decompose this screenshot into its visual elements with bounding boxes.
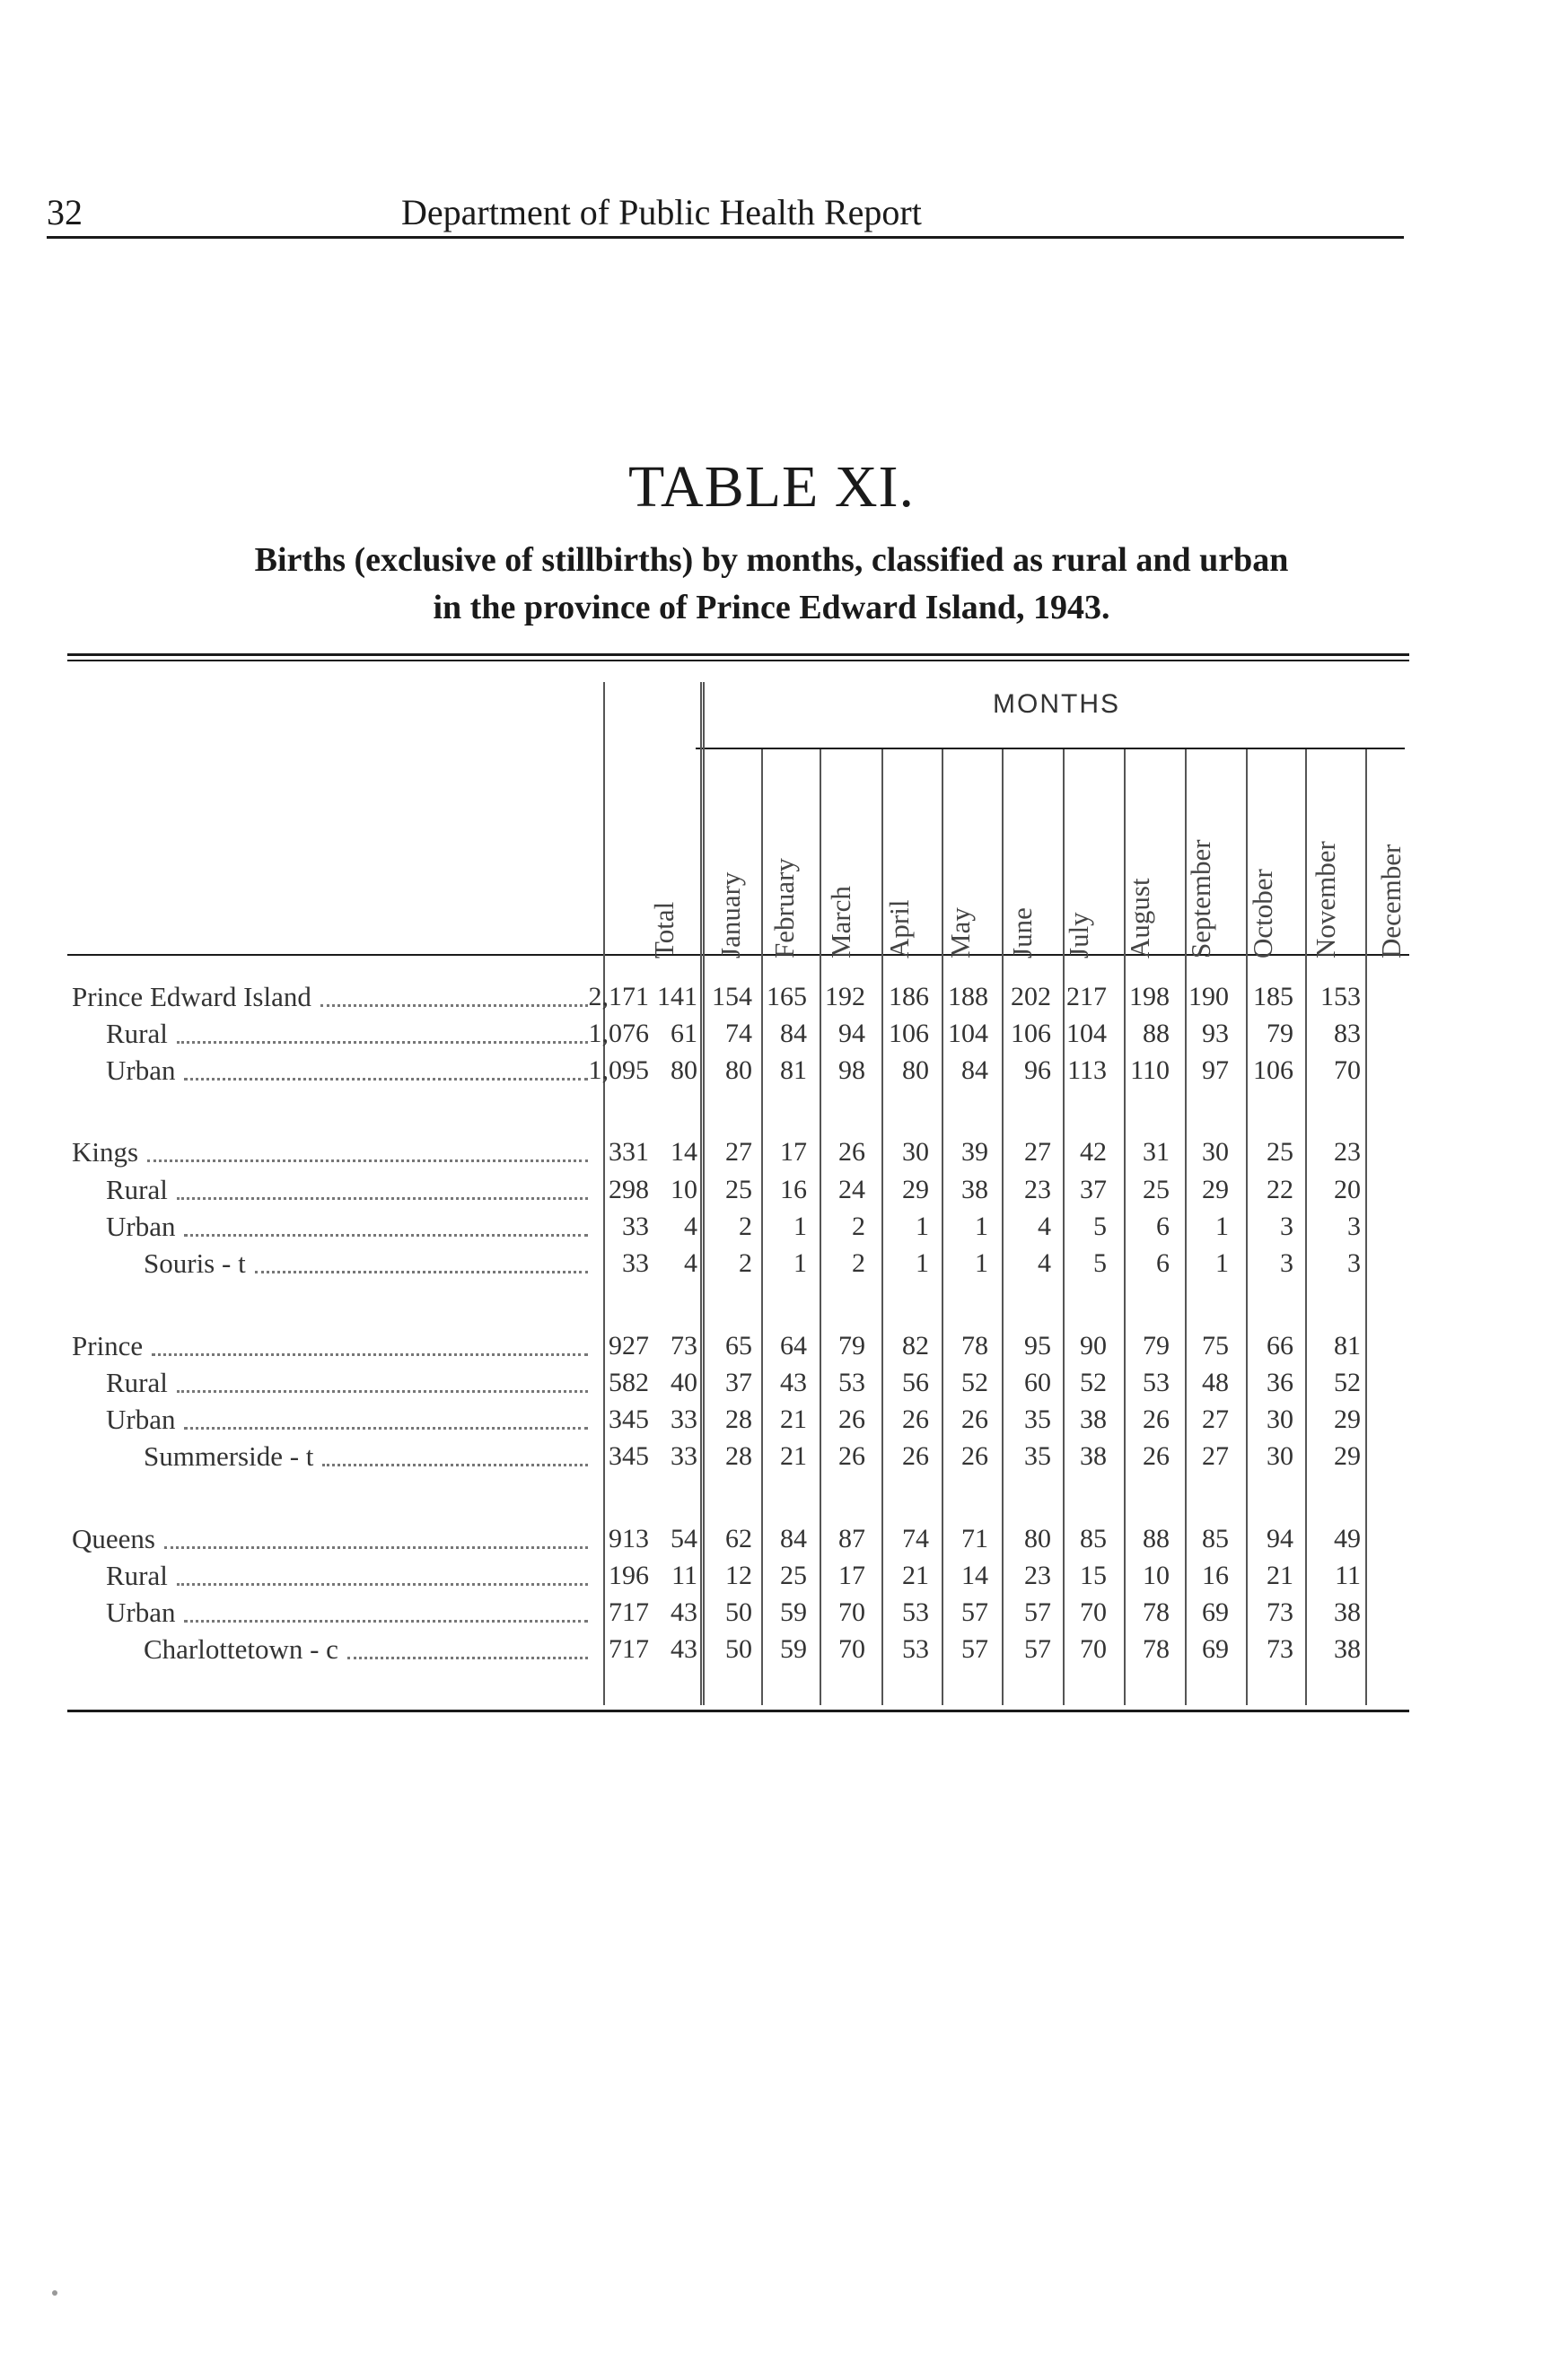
cell-month: 35 (1024, 1404, 1051, 1434)
cell-month: 20 (1334, 1175, 1361, 1204)
cell-month: 104 (948, 1019, 988, 1048)
column-header-label: February (768, 858, 800, 958)
cell-month: 84 (961, 1055, 988, 1085)
row-label: Souris - t (144, 1247, 246, 1279)
cell-month: 14 (671, 1137, 697, 1167)
row-label: Prince (72, 1330, 144, 1361)
cell-month: 186 (889, 982, 929, 1011)
column-header-label: April (883, 899, 915, 958)
row-label: Urban (106, 1597, 176, 1628)
cell-month: 53 (902, 1634, 929, 1664)
cell-month: 185 (1253, 982, 1293, 1011)
cell-month: 83 (1334, 1019, 1361, 1048)
cell-month: 1 (975, 1248, 988, 1278)
column-header-label: May (944, 907, 976, 958)
cell-month: 80 (1024, 1524, 1051, 1553)
column-header-label: August (1124, 878, 1155, 958)
cell-month: 30 (1267, 1441, 1293, 1471)
cell-month: 73 (1267, 1634, 1293, 1664)
cell-month: 4 (1038, 1212, 1051, 1241)
dot-leader (184, 1078, 588, 1081)
cell-total: 2,171 (588, 982, 649, 1011)
column-divider (603, 682, 605, 1705)
cell-month: 88 (1143, 1524, 1170, 1553)
cell-month: 61 (671, 1019, 697, 1048)
cell-month: 39 (961, 1137, 988, 1167)
column-divider (942, 749, 943, 1705)
cell-total: 582 (609, 1368, 649, 1397)
cell-month: 52 (1080, 1368, 1107, 1397)
cell-month: 21 (1267, 1561, 1293, 1590)
cell-month: 1 (793, 1212, 807, 1241)
cell-month: 84 (780, 1524, 807, 1553)
cell-month: 57 (961, 1634, 988, 1664)
cell-month: 17 (838, 1561, 865, 1590)
page-header (47, 191, 1404, 236)
dot-leader (347, 1657, 588, 1659)
cell-month: 85 (1202, 1524, 1229, 1553)
cell-month: 78 (961, 1331, 988, 1361)
cell-month: 23 (1334, 1137, 1361, 1167)
cell-month: 93 (1202, 1019, 1229, 1048)
row-label: Urban (106, 1211, 176, 1242)
cell-total: 331 (609, 1137, 649, 1167)
cell-month: 81 (1334, 1331, 1361, 1361)
cell-month: 4 (684, 1212, 697, 1241)
cell-month: 26 (961, 1404, 988, 1434)
cell-month: 85 (1080, 1524, 1107, 1553)
cell-month: 50 (725, 1634, 752, 1664)
cell-month: 79 (1267, 1019, 1293, 1048)
cell-month: 30 (1267, 1404, 1293, 1434)
cell-month: 165 (767, 982, 807, 1011)
cell-total: 196 (609, 1561, 649, 1590)
cell-month: 25 (780, 1561, 807, 1590)
dot-leader (177, 1583, 588, 1586)
cell-month: 97 (1202, 1055, 1229, 1085)
cell-month: 53 (838, 1368, 865, 1397)
cell-month: 217 (1066, 982, 1107, 1011)
cell-month: 16 (780, 1175, 807, 1204)
cell-month: 3 (1280, 1212, 1293, 1241)
cell-total: 1,076 (588, 1019, 649, 1048)
row-label: Urban (106, 1054, 176, 1086)
cell-month: 26 (902, 1404, 929, 1434)
table-top-rule-2 (67, 660, 1409, 661)
cell-month: 79 (1143, 1331, 1170, 1361)
cell-month: 1 (916, 1248, 929, 1278)
cell-month: 65 (725, 1331, 752, 1361)
cell-month: 11 (671, 1561, 697, 1590)
column-divider (881, 749, 883, 1705)
cell-month: 59 (780, 1634, 807, 1664)
cell-month: 62 (725, 1524, 752, 1553)
stray-mark (52, 2290, 57, 2296)
dot-leader (184, 1427, 588, 1430)
column-header-label: September (1185, 839, 1216, 958)
months-header: MONTHS (993, 689, 1120, 719)
table-bottom-rule (67, 1710, 1409, 1712)
cell-month: 35 (1024, 1441, 1051, 1471)
column-divider (1365, 749, 1367, 1705)
cell-month: 31 (1143, 1137, 1170, 1167)
cell-month: 10 (671, 1175, 697, 1204)
cell-month: 153 (1320, 982, 1361, 1011)
cell-month: 3 (1347, 1212, 1361, 1241)
column-divider (761, 749, 763, 1705)
cell-month: 70 (838, 1597, 865, 1627)
cell-month: 6 (1156, 1248, 1170, 1278)
row-label: Prince Edward Island (72, 981, 311, 1012)
column-header-label: March (825, 886, 856, 958)
cell-month: 2 (852, 1212, 865, 1241)
cell-month: 38 (1080, 1404, 1107, 1434)
cell-month: 59 (780, 1597, 807, 1627)
column-divider (1063, 749, 1065, 1705)
cell-month: 28 (725, 1441, 752, 1471)
cell-month: 38 (1334, 1634, 1361, 1664)
cell-month: 78 (1143, 1634, 1170, 1664)
table-top-rule (67, 653, 1409, 656)
cell-month: 43 (671, 1597, 697, 1627)
dot-leader (177, 1041, 588, 1044)
cell-total: 717 (609, 1597, 649, 1627)
cell-month: 80 (671, 1055, 697, 1085)
column-header-label: June (1006, 907, 1038, 958)
cell-month: 14 (961, 1561, 988, 1590)
column-divider (1305, 749, 1307, 1705)
cell-month: 33 (671, 1404, 697, 1434)
column-header-label: December (1375, 844, 1407, 958)
cell-month: 2 (852, 1248, 865, 1278)
table-caption-line-2: in the province of Prince Edward Island, 1943. (433, 589, 1110, 626)
cell-month: 29 (1334, 1404, 1361, 1434)
column-header-label: October (1247, 869, 1278, 958)
cell-month: 23 (1024, 1561, 1051, 1590)
cell-month: 71 (961, 1524, 988, 1553)
cell-month: 36 (1267, 1368, 1293, 1397)
cell-month: 5 (1093, 1212, 1107, 1241)
cell-month: 57 (961, 1597, 988, 1627)
cell-total: 717 (609, 1634, 649, 1664)
column-divider (703, 682, 705, 1705)
dot-leader (322, 1464, 588, 1466)
column-divider (700, 682, 702, 1705)
cell-month: 4 (684, 1248, 697, 1278)
cell-month: 57 (1024, 1634, 1051, 1664)
cell-month: 110 (1130, 1055, 1170, 1085)
cell-month: 5 (1093, 1248, 1107, 1278)
cell-month: 1 (1215, 1248, 1229, 1278)
cell-month: 30 (1202, 1137, 1229, 1167)
dot-leader (177, 1390, 588, 1393)
cell-month: 23 (1024, 1175, 1051, 1204)
cell-month: 17 (780, 1137, 807, 1167)
cell-month: 43 (780, 1368, 807, 1397)
cell-month: 79 (838, 1331, 865, 1361)
cell-month: 198 (1129, 982, 1170, 1011)
cell-month: 25 (1267, 1137, 1293, 1167)
row-label: Rural (106, 1018, 168, 1049)
cell-month: 24 (838, 1175, 865, 1204)
cell-month: 113 (1067, 1055, 1107, 1085)
cell-month: 30 (902, 1137, 929, 1167)
cell-month: 106 (1253, 1055, 1293, 1085)
cell-month: 53 (1143, 1368, 1170, 1397)
cell-month: 6 (1156, 1212, 1170, 1241)
cell-month: 94 (838, 1019, 865, 1048)
months-underline (696, 748, 1405, 749)
cell-month: 52 (961, 1368, 988, 1397)
cell-month: 43 (671, 1634, 697, 1664)
column-divider (1002, 749, 1004, 1705)
cell-month: 90 (1080, 1331, 1107, 1361)
cell-month: 33 (671, 1441, 697, 1471)
cell-month: 202 (1011, 982, 1051, 1011)
cell-total: 927 (609, 1331, 649, 1361)
cell-month: 1 (975, 1212, 988, 1241)
cell-month: 21 (780, 1404, 807, 1434)
cell-month: 27 (1024, 1137, 1051, 1167)
cell-month: 52 (1334, 1368, 1361, 1397)
cell-month: 22 (1267, 1175, 1293, 1204)
dot-leader (152, 1353, 588, 1356)
cell-month: 1 (1215, 1212, 1229, 1241)
cell-month: 26 (1143, 1441, 1170, 1471)
cell-total: 913 (609, 1524, 649, 1553)
cell-month: 54 (671, 1524, 697, 1553)
cell-month: 27 (1202, 1441, 1229, 1471)
cell-month: 60 (1024, 1368, 1051, 1397)
cell-month: 29 (902, 1175, 929, 1204)
cell-month: 26 (838, 1441, 865, 1471)
cell-total: 33 (622, 1212, 649, 1241)
cell-month: 84 (780, 1019, 807, 1048)
cell-total: 33 (622, 1248, 649, 1278)
cell-month: 28 (725, 1404, 752, 1434)
row-label: Rural (106, 1560, 168, 1591)
dot-leader (320, 1004, 588, 1007)
cell-month: 15 (1080, 1561, 1107, 1590)
cell-month: 2 (739, 1212, 752, 1241)
cell-month: 96 (1024, 1055, 1051, 1085)
column-divider (820, 749, 821, 1705)
cell-total: 345 (609, 1404, 649, 1434)
dot-leader (184, 1620, 588, 1623)
cell-month: 27 (725, 1137, 752, 1167)
cell-month: 38 (961, 1175, 988, 1204)
cell-month: 80 (725, 1055, 752, 1085)
column-header-label: November (1310, 841, 1341, 958)
row-label: Summerside - t (144, 1440, 314, 1472)
cell-month: 87 (838, 1524, 865, 1553)
running-title: Department of Public Health Report (401, 192, 922, 232)
cell-month: 16 (1202, 1561, 1229, 1590)
cell-month: 88 (1143, 1019, 1170, 1048)
cell-month: 26 (961, 1441, 988, 1471)
row-label: Rural (106, 1367, 168, 1398)
cell-month: 104 (1066, 1019, 1107, 1048)
cell-month: 106 (889, 1019, 929, 1048)
cell-month: 75 (1202, 1331, 1229, 1361)
column-header-label: Total (648, 901, 679, 958)
cell-month: 37 (1080, 1175, 1107, 1204)
cell-month: 42 (1080, 1137, 1107, 1167)
cell-month: 37 (725, 1368, 752, 1397)
cell-month: 78 (1143, 1597, 1170, 1627)
page-number: 32 (47, 192, 83, 232)
cell-month: 98 (838, 1055, 865, 1085)
cell-month: 3 (1280, 1248, 1293, 1278)
cell-month: 70 (1080, 1634, 1107, 1664)
cell-month: 3 (1347, 1248, 1361, 1278)
cell-month: 70 (1334, 1055, 1361, 1085)
cell-month: 73 (671, 1331, 697, 1361)
cell-month: 29 (1334, 1441, 1361, 1471)
cell-month: 141 (657, 982, 697, 1011)
cell-month: 82 (902, 1331, 929, 1361)
cell-month: 26 (1143, 1404, 1170, 1434)
cell-month: 73 (1267, 1597, 1293, 1627)
dot-leader (255, 1271, 588, 1273)
cell-month: 38 (1334, 1597, 1361, 1627)
cell-total: 1,095 (588, 1055, 649, 1085)
cell-month: 70 (838, 1634, 865, 1664)
cell-month: 2 (739, 1248, 752, 1278)
cell-month: 29 (1202, 1175, 1229, 1204)
cell-month: 25 (1143, 1175, 1170, 1204)
table-title: TABLE XI. (628, 454, 915, 520)
dot-leader (147, 1159, 588, 1162)
cell-month: 80 (902, 1055, 929, 1085)
cell-month: 66 (1267, 1331, 1293, 1361)
cell-month: 95 (1024, 1331, 1051, 1361)
cell-month: 26 (902, 1441, 929, 1471)
cell-month: 53 (902, 1597, 929, 1627)
dot-leader (184, 1234, 588, 1237)
cell-month: 26 (838, 1137, 865, 1167)
table-caption-line-1: Births (exclusive of stillbirths) by months, classified as rural and urban (254, 541, 1289, 579)
cell-month: 21 (780, 1441, 807, 1471)
cell-month: 56 (902, 1368, 929, 1397)
cell-month: 11 (1335, 1561, 1361, 1590)
row-label: Kings (72, 1136, 139, 1168)
cell-month: 70 (1080, 1597, 1107, 1627)
cell-month: 1 (916, 1212, 929, 1241)
cell-month: 49 (1334, 1524, 1361, 1553)
cell-month: 12 (725, 1561, 752, 1590)
cell-month: 74 (902, 1524, 929, 1553)
cell-month: 1 (793, 1248, 807, 1278)
cell-total: 345 (609, 1441, 649, 1471)
cell-month: 190 (1188, 982, 1229, 1011)
cell-month: 81 (780, 1055, 807, 1085)
cell-month: 38 (1080, 1441, 1107, 1471)
row-label: Urban (106, 1404, 176, 1435)
cell-month: 188 (948, 982, 988, 1011)
cell-total: 298 (609, 1175, 649, 1204)
column-header-label: January (715, 871, 746, 958)
cell-month: 57 (1024, 1597, 1051, 1627)
cell-month: 106 (1011, 1019, 1051, 1048)
row-label: Charlottetown - c (144, 1633, 338, 1665)
header-rule (47, 236, 1404, 239)
cell-month: 48 (1202, 1368, 1229, 1397)
cell-month: 40 (671, 1368, 697, 1397)
cell-month: 94 (1267, 1524, 1293, 1553)
cell-month: 74 (725, 1019, 752, 1048)
cell-month: 69 (1202, 1634, 1229, 1664)
cell-month: 69 (1202, 1597, 1229, 1627)
cell-month: 192 (825, 982, 865, 1011)
cell-month: 27 (1202, 1404, 1229, 1434)
cell-month: 10 (1143, 1561, 1170, 1590)
cell-month: 26 (838, 1404, 865, 1434)
row-label: Rural (106, 1174, 168, 1205)
cell-month: 154 (712, 982, 752, 1011)
cell-month: 64 (780, 1331, 807, 1361)
cell-month: 4 (1038, 1248, 1051, 1278)
cell-month: 25 (725, 1175, 752, 1204)
dot-leader (164, 1546, 588, 1549)
row-label: Queens (72, 1523, 155, 1554)
cell-month: 21 (902, 1561, 929, 1590)
column-header-label: July (1063, 912, 1094, 958)
cell-month: 50 (725, 1597, 752, 1627)
dot-leader (177, 1197, 588, 1200)
